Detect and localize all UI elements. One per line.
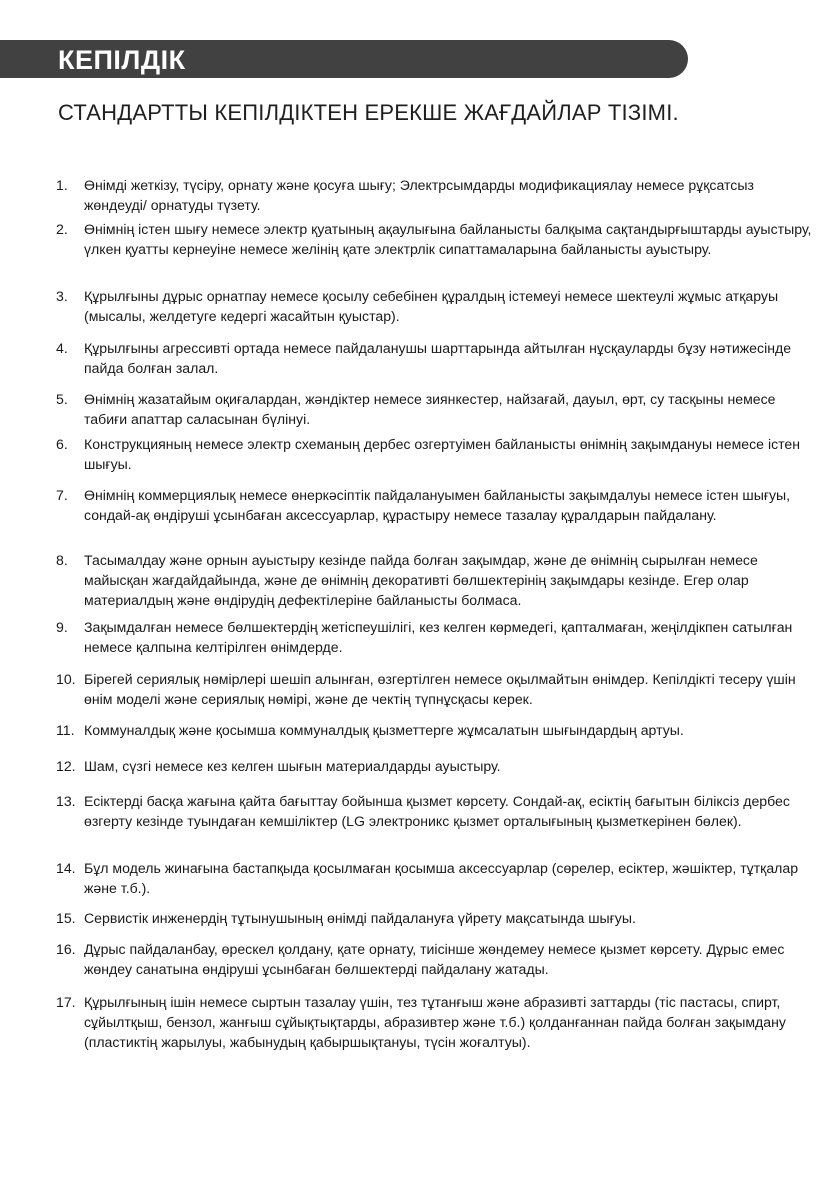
item-text: Бұл модель жинағына бастапқыда қосылмаған қосымша аксессуарлар (сөрелер, есіктер, жәшіктер, тұтқалар және т.б.). [84, 860, 799, 896]
list-item [56, 219, 820, 259]
list-item [56, 175, 820, 215]
list-item [56, 791, 820, 831]
item-text: Дұрыс пайдаланбау, өрескел қолдану, қате орнату, тиісінше жөндемеу немесе қызмет көрсету. Дұрыс емес жөндеу санатына өндіруші ұсынбаған бөлшектерді пайдалану жатады. [84, 941, 785, 977]
section-header-bar [0, 40, 688, 78]
item-number: 9. [56, 619, 68, 635]
item-number: 17. [56, 994, 76, 1010]
list-item [56, 756, 820, 776]
item-number: 15. [56, 910, 76, 926]
item-text: Өнімді жеткізу, түсіру, орнату және қосуға шығу; Электрсымдарды модификациялау немесе рұқсатсыз жөндеуді/ орнатуды түзету. [84, 177, 754, 213]
item-text: Құрылғының ішін немесе сыртын тазалау үшін, тез тұтанғыш және абразивті заттарды (тіс пастасы, спирт, сұйылтқыш, бензол, жанғыш сұйықтықтарды, абразивтер және т.б.) қолданғаннан пайда болған зақымдану (пластиктің жарылуы, жабынудың қабыршықтануы, түсін жоғалтуы). [84, 994, 786, 1050]
item-text: Құрылғыны агрессивті ортада немесе пайдаланушы шарттарында айтылған нұсқауларды бұзу нәтижесінде пайда болған залал. [84, 340, 792, 376]
item-number: 10. [56, 671, 76, 687]
list-item [56, 389, 820, 429]
list-item [56, 908, 820, 928]
item-text: Тасымалдау және орнын ауыстыру кезінде пайда болған зақымдар, және де өнімнің сырылған немесе майысқан жағдайдайында, және де өнімнің декоративті бөлшектерінің зақымдары кезінде. Егер олар материалдың және өндірудің дефектілеріне байланысты болмаса. [84, 552, 758, 608]
list-item [56, 939, 820, 979]
item-number: 3. [56, 288, 68, 304]
item-text: Өнімнің істен шығу немесе электр қуатының ақаулығына байланысты балқыма сақтандырғыштарды ауыстыру, үлкен қуатты кернеуіне немесе желінің қате электрлік сипаттамаларына байланысты ауыстыру. [84, 221, 812, 257]
item-number: 12. [56, 758, 76, 774]
item-text: Өнімнің коммерциялық немесе өнеркәсіптік пайдалануымен байланысты зақымдалуы немесе істен шығуы, сондай-ақ өндіруші ұсынбаған аксессуарлар, құрастыру немесе тазалау құралдарын пайдалану. [84, 487, 791, 523]
item-text: Конструкцияның немесе электр схеманың дербес озгертуімен байланысты өнімнің зақымдануы немесе істен шығуы. [84, 436, 801, 472]
list-item [56, 338, 820, 378]
item-number: 13. [56, 793, 76, 809]
item-text: Коммуналдық және қосымша коммуналдық қызметтерге жұмсалатын шығындардың артуы. [84, 722, 684, 738]
list-item [56, 992, 820, 1052]
item-number: 1. [56, 177, 68, 193]
item-number: 7. [56, 487, 68, 503]
section-title: КЕПІЛДІК [58, 45, 186, 75]
item-number: 16. [56, 941, 76, 957]
item-text: Шам, сүзгі немесе кез келген шығын материалдарды ауыстыру. [84, 758, 501, 774]
item-text: Сервистік инженердің тұтынушының өнімді пайдалануға үйрету мақсатында шығуы. [84, 910, 636, 926]
list-item [56, 669, 820, 709]
list-item [56, 617, 820, 657]
item-number: 11. [56, 722, 75, 738]
item-number: 14. [56, 860, 76, 876]
list-item [56, 485, 820, 525]
item-text: Есіктерді басқа жағына қайта бағыттау бойынша қызмет көрсету. Сондай-ақ, есіктің бағытын біліксіз дербес өзгерту кезінде туындаған кемшіліктер (LG электроникс қызмет орталығының қызметкерінен бөлек). [84, 793, 790, 829]
list-item [56, 286, 820, 326]
item-text: Құрылғыны дұрыс орнатпау немесе қосылу себебінен құралдың істемеуі немесе шектеулі жұмыс атқаруы (мысалы, желдетуге кедергі жасайтын қуыстар). [84, 288, 779, 324]
item-number: 5. [56, 391, 68, 407]
item-text: Өнімнің жазатайым оқиғалардан, жәндіктер немесе зиянкестер, найзағай, дауыл, өрт, су тасқыны немесе табиғи апаттар саласынан бүлінуі. [84, 391, 776, 427]
item-number: 6. [56, 436, 68, 452]
item-number: 2. [56, 221, 68, 237]
list-item [56, 858, 820, 898]
list-item [56, 720, 820, 740]
item-text: Зақымдалған немесе бөлшектердің жетіспеушілігі, кез келген көрмедегі, қапталмаған, жеңілдікпен сатылған немесе қалпына келтірілген өнімдерде. [84, 619, 793, 655]
item-number: 4. [56, 340, 68, 356]
item-text: Бірегей сериялық нөмірлері шешіп алынған, өзгертілген немесе оқылмайтын өнімдер. Кепілдікті тесеру үшін өнім моделі және сериялық нөмірі, және де чектің түпнұсқасы керек. [84, 671, 796, 707]
page-subtitle: СТАНДАРТТЫ КЕПІЛДІКТЕН ЕРЕКШЕ ЖАҒДАЙЛАР ТІЗІМІ. [58, 100, 679, 125]
list-item [56, 550, 820, 610]
list-item [56, 434, 820, 474]
item-number: 8. [56, 552, 68, 568]
